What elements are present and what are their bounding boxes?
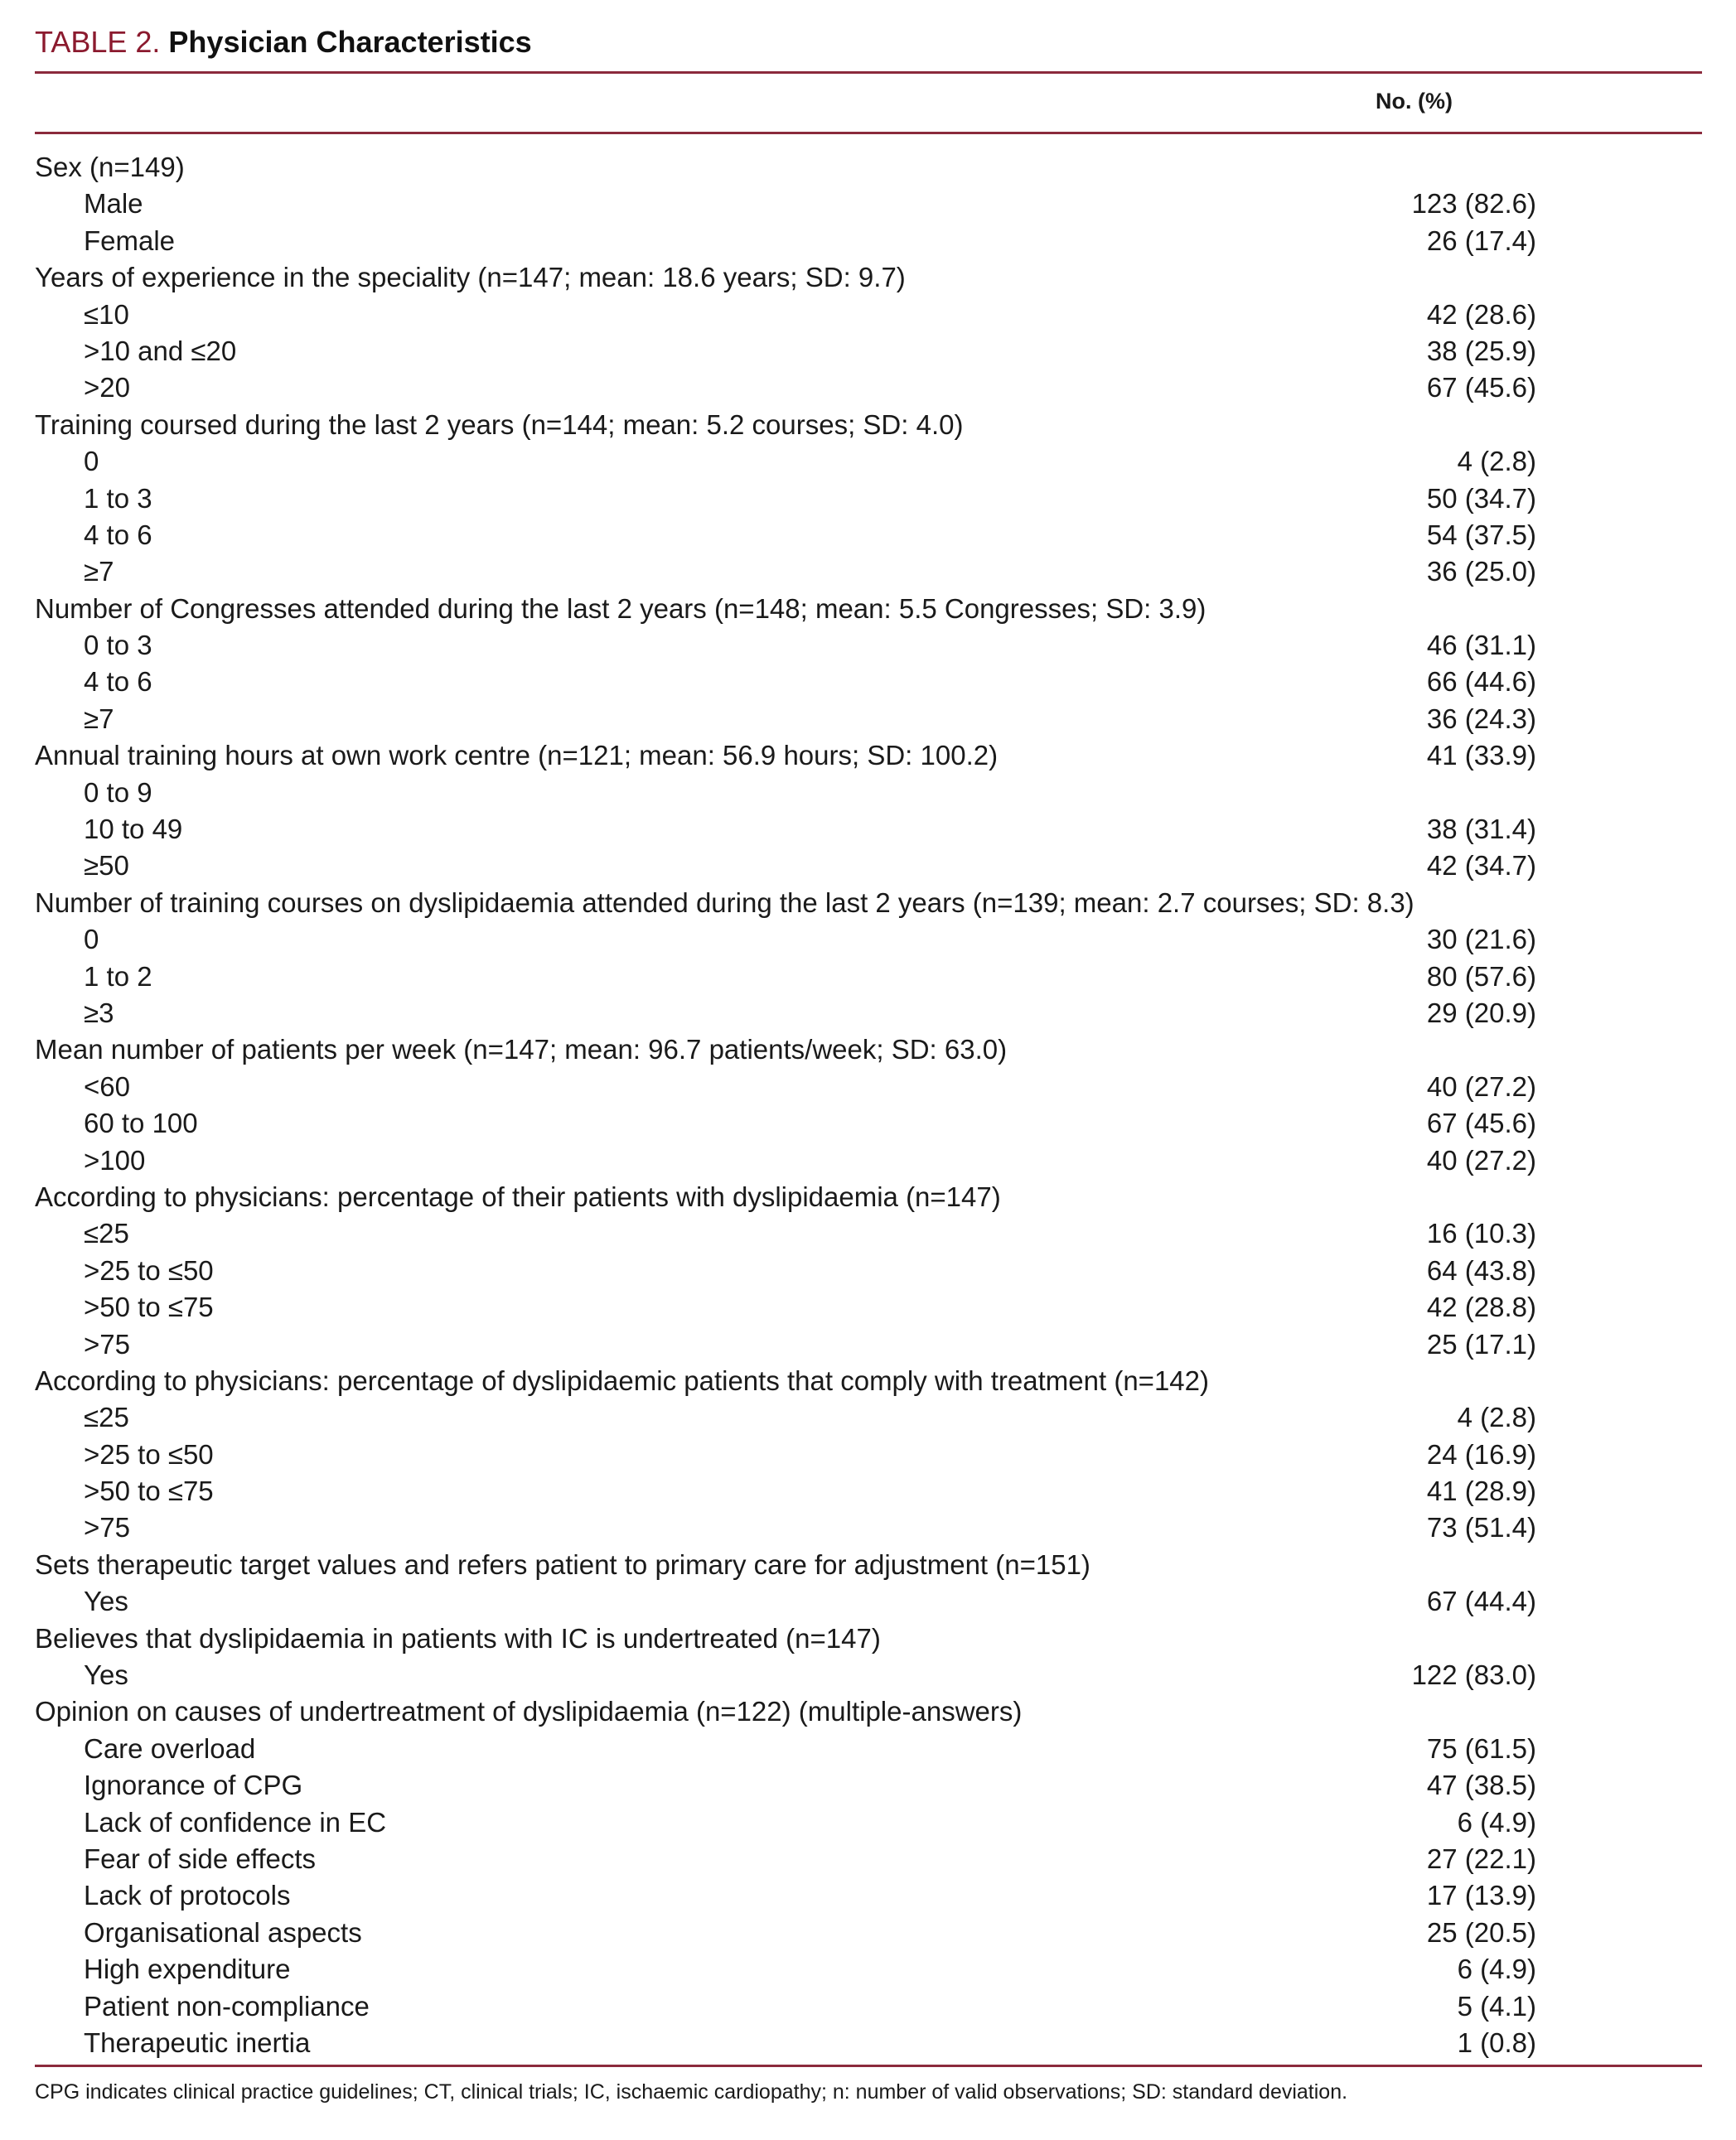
row-value: 42 (34.7): [1426, 850, 1536, 882]
row-label: ≤25: [84, 1218, 129, 1249]
table-section-row: [35, 1031, 1702, 1068]
table-row: [35, 1767, 1702, 1804]
row-label: ≤25: [84, 1402, 129, 1433]
row-value: 36 (24.3): [1426, 703, 1536, 734]
row-label: Years of experience in the speciality (n=147; mean: 18.6 years; SD: 9.7): [35, 262, 906, 293]
table-body: [35, 134, 1702, 2065]
row-label: Lack of confidence in EC: [84, 1806, 387, 1838]
row-label: 10 to 49: [84, 814, 183, 845]
row-value: 40 (27.2): [1426, 1144, 1536, 1176]
row-label: Yes: [84, 1659, 128, 1691]
table-row: [35, 1988, 1702, 2025]
row-value: 26 (17.4): [1426, 225, 1536, 256]
row-label: 4 to 6: [84, 666, 152, 698]
table-row: [35, 848, 1702, 884]
row-value: 29 (20.9): [1426, 997, 1536, 1028]
table-row: [35, 995, 1702, 1031]
row-value: 25 (20.5): [1426, 1916, 1536, 1948]
row-value: 73 (51.4): [1426, 1512, 1536, 1543]
row-value: 47 (38.5): [1426, 1770, 1536, 1801]
table-row: [35, 1105, 1702, 1142]
table-row: [35, 959, 1702, 995]
table-section-row: [35, 149, 1702, 186]
table-title: [35, 18, 1702, 66]
row-value: 4 (2.8): [1457, 1402, 1536, 1433]
table-section-row: [35, 407, 1702, 443]
row-label: 0 to 9: [84, 776, 152, 808]
table-document: [35, 18, 1702, 2104]
row-label: >50 to ≤75: [84, 1292, 214, 1323]
row-label: According to physicians: percentage of their patients with dyslipidaemia (n=147): [35, 1181, 1001, 1212]
row-label: >25 to ≤50: [84, 1438, 214, 1470]
column-header-value: No. (%): [1376, 89, 1453, 114]
row-value: 6 (4.9): [1457, 1806, 1536, 1838]
row-label: Female: [84, 225, 176, 256]
table-row: [35, 2025, 1702, 2061]
row-value: 38 (25.9): [1426, 335, 1536, 366]
row-label: ≥7: [84, 703, 114, 734]
table-row: [35, 1731, 1702, 1767]
row-value: 67 (45.6): [1426, 1108, 1536, 1139]
table-row: [35, 811, 1702, 848]
row-label: Mean number of patients per week (n=147; mean: 96.7 patients/week; SD: 63.0): [35, 1034, 1008, 1065]
row-label: ≤10: [84, 298, 129, 330]
row-value: 16 (10.3): [1426, 1218, 1536, 1249]
row-value: 54 (37.5): [1426, 519, 1536, 550]
table-row: [35, 1877, 1702, 1914]
row-label: 0: [84, 924, 99, 955]
row-value: 5 (4.1): [1457, 1990, 1536, 2022]
table-row: [35, 664, 1702, 700]
table-row: [35, 1657, 1702, 1693]
row-value: 122 (83.0): [1411, 1659, 1536, 1691]
row-label: High expenditure: [84, 1954, 291, 1985]
row-value: 30 (21.6): [1426, 924, 1536, 955]
table-section-row: [35, 259, 1702, 296]
table-row: [35, 1804, 1702, 1841]
table-footnote: CPG indicates clinical practice guidelines; CT, clinical trials; IC, ischaemic cardiopathy; n: number of valid observations; SD: standard deviation.: [35, 2080, 1348, 2104]
table-row: [35, 1473, 1702, 1510]
row-value: 42 (28.6): [1426, 298, 1536, 330]
row-value: 66 (44.6): [1426, 666, 1536, 698]
row-label: >20: [84, 372, 130, 403]
row-label: 1 to 3: [84, 482, 152, 514]
row-label: Therapeutic inertia: [84, 2026, 311, 2058]
table-row: [35, 1510, 1702, 1546]
row-label: 60 to 100: [84, 1108, 198, 1139]
row-label: >50 to ≤75: [84, 1476, 214, 1507]
row-value: 123 (82.6): [1411, 188, 1536, 220]
row-label: Patient non-compliance: [84, 1990, 370, 2022]
row-label: ≥7: [84, 556, 114, 587]
table-row: [35, 481, 1702, 517]
row-label: 0: [84, 446, 99, 477]
row-value: 25 (17.1): [1426, 1328, 1536, 1360]
table-row: [35, 1583, 1702, 1620]
table-row: [35, 553, 1702, 590]
table-row: [35, 186, 1702, 222]
table-row: [35, 1069, 1702, 1105]
row-label: >25 to ≤50: [84, 1254, 214, 1286]
bottom-rule: [35, 2065, 1702, 2067]
table-section-row: [35, 591, 1702, 627]
row-label: >75: [84, 1512, 130, 1543]
table-row: [35, 517, 1702, 553]
table-section-row: [35, 1547, 1702, 1583]
table-row: [35, 297, 1702, 333]
row-label: 0 to 3: [84, 630, 152, 661]
row-value: 46 (31.1): [1426, 630, 1536, 661]
row-label: Lack of protocols: [84, 1880, 291, 1911]
row-value: 67 (44.4): [1426, 1586, 1536, 1617]
row-label: Training coursed during the last 2 years (n=144; mean: 5.2 courses; SD: 4.0): [35, 408, 964, 440]
row-label: Male: [84, 188, 143, 220]
table-row: [35, 1915, 1702, 1951]
row-label: 1 to 2: [84, 960, 152, 992]
row-label: <60: [84, 1070, 130, 1102]
row-label: >10 and ≤20: [84, 335, 237, 366]
table-row: [35, 775, 1702, 811]
row-label: Number of training courses on dyslipidaemia attended during the last 2 years (n=139; mean: 2.7 courses; SD: 8.3): [35, 886, 1414, 918]
table-section-row: [35, 1693, 1702, 1730]
row-label: Fear of side effects: [84, 1843, 317, 1874]
row-value: 17 (13.9): [1426, 1880, 1536, 1911]
row-label: Believes that dyslipidaemia in patients with IC is undertreated (n=147): [35, 1622, 881, 1654]
table-section-row: [35, 1621, 1702, 1657]
table-row: [35, 1289, 1702, 1326]
table-row: [35, 1142, 1702, 1179]
row-value: 64 (43.8): [1426, 1254, 1536, 1286]
row-label: Yes: [84, 1586, 128, 1617]
table-section-row: [35, 737, 1702, 774]
row-value: 40 (27.2): [1426, 1070, 1536, 1102]
row-label: Care overload: [84, 1732, 256, 1764]
column-header-row: [35, 74, 1702, 132]
row-label: Organisational aspects: [84, 1916, 362, 1948]
table-row: [35, 1951, 1702, 1988]
table-name: Physician Characteristics: [168, 25, 532, 59]
table-row: [35, 443, 1702, 480]
row-value: 4 (2.8): [1457, 446, 1536, 477]
table-row: [35, 1215, 1702, 1252]
row-value: 41 (33.9): [1426, 740, 1536, 771]
row-label: According to physicians: percentage of dyslipidaemic patients that comply with treatment (n=142): [35, 1365, 1209, 1396]
table-row: [35, 1253, 1702, 1289]
table-section-row: [35, 885, 1702, 921]
row-value: 1 (0.8): [1457, 2026, 1536, 2058]
table-row: [35, 1326, 1702, 1363]
row-value: 27 (22.1): [1426, 1843, 1536, 1874]
row-label: Sex (n=149): [35, 152, 185, 182]
row-label: Ignorance of CPG: [84, 1770, 303, 1801]
table-row: [35, 627, 1702, 664]
row-value: 41 (28.9): [1426, 1476, 1536, 1507]
table-row: [35, 921, 1702, 958]
row-value: 67 (45.6): [1426, 372, 1536, 403]
row-label: ≥50: [84, 850, 129, 882]
row-label: >75: [84, 1328, 130, 1360]
row-label: Number of Congresses attended during the last 2 years (n=148; mean: 5.5 Congresses; SD: 3.9): [35, 592, 1206, 624]
row-label: Opinion on causes of undertreatment of dyslipidaemia (n=122) (multiple-answers): [35, 1696, 1023, 1727]
row-value: 24 (16.9): [1426, 1438, 1536, 1470]
row-value: 6 (4.9): [1457, 1954, 1536, 1985]
table-row: [35, 1437, 1702, 1473]
table-row: [35, 701, 1702, 737]
table-row: [35, 1399, 1702, 1436]
row-label: >100: [84, 1144, 146, 1176]
row-value: 38 (31.4): [1426, 814, 1536, 845]
table-row: [35, 223, 1702, 259]
row-value: 80 (57.6): [1426, 960, 1536, 992]
table-row: [35, 333, 1702, 370]
table-section-row: [35, 1179, 1702, 1215]
row-value: 75 (61.5): [1426, 1732, 1536, 1764]
row-label: Sets therapeutic target values and refers patient to primary care for adjustment (n=151): [35, 1548, 1090, 1580]
table-section-row: [35, 1363, 1702, 1399]
table-row: [35, 1841, 1702, 1877]
table-row: [35, 370, 1702, 406]
row-label: Annual training hours at own work centre (n=121; mean: 56.9 hours; SD: 100.2): [35, 740, 999, 771]
row-value: 36 (25.0): [1426, 556, 1536, 587]
row-value: 42 (28.8): [1426, 1292, 1536, 1323]
row-value: 50 (34.7): [1426, 482, 1536, 514]
row-label: ≥3: [84, 997, 114, 1028]
table-label: TABLE 2.: [35, 25, 161, 59]
row-label: 4 to 6: [84, 519, 152, 550]
